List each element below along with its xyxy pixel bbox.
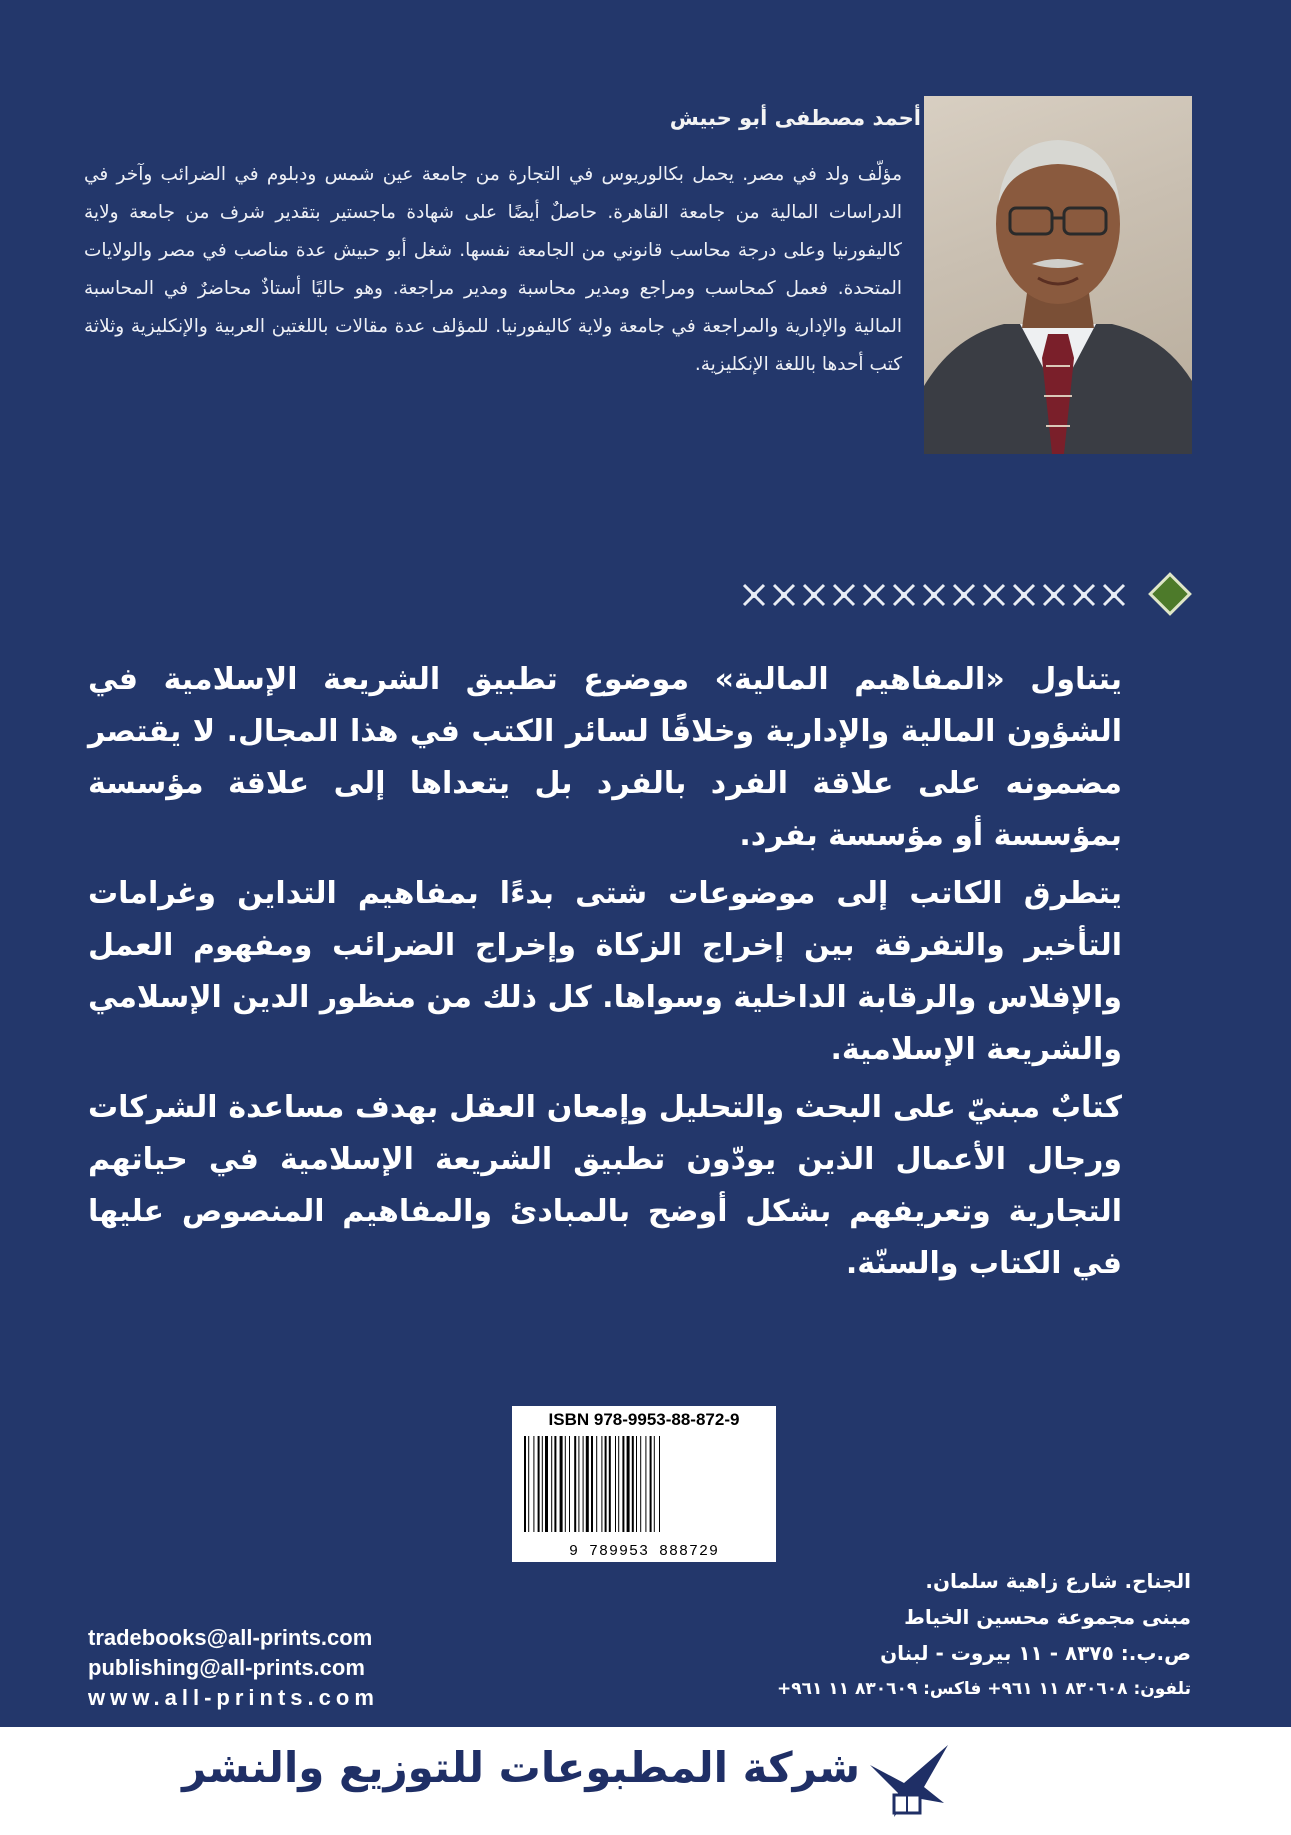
publisher-name: شركة المطبوعات للتوزيع والنشر	[182, 1743, 860, 1792]
author-photo	[924, 96, 1192, 454]
isbn-digits: 9 789953 888729	[568, 1543, 720, 1560]
publisher-logo-icon	[864, 1743, 954, 1819]
trade-email[interactable]: tradebooks@all-prints.com	[88, 1625, 373, 1650]
publishing-email[interactable]: publishing@all-prints.com	[88, 1655, 365, 1680]
description-paragraph: كتابٌ مبنيّ على البحث والتحليل وإمعان العقل بهدف مساعدة الشركات ورجال الأعمال الذين يودّون تطبيق الشريعة الإسلامية في حياتهم التجارية وتعريفهم بشكل أوضح بالمبادئ والمفاهيم المنصوص عليها في الكتاب والسنّة.	[88, 1090, 1122, 1281]
isbn-barcode-box	[512, 1406, 776, 1562]
publisher-footer	[0, 1727, 1291, 1835]
author-bio: مؤلّف ولد في مصر. يحمل بكالوريوس في التجارة من جامعة عين شمس ودبلوم في الضرائب وآخر في الدراسات المالية من جامعة القاهرة. حاصلٌ أيضًا على شهادة ماجستير بتقدير شرف من جامعة ولاية كاليفورنيا وعلى درجة محاسب قانوني من الجامعة نفسها. شغل أبو حبيش عدة مناصب في مصر والولايات المتحدة. فعمل كمحاسب ومراجع ومدير محاسبة ومدير مراجعة. وهو حاليًا أستاذٌ محاضرٌ في المحاسبة المالية والإدارية والمراجعة في جامعة ولاية كاليفورنيا. للمؤلف عدة مقالات باللغتين العربية والإنكليزية وثلاثة كتب أحدها باللغة الإنكليزية.	[84, 164, 902, 375]
address-line: ص.ب.: ٨٣٧٥ - ١١ بيروت - لبنان	[880, 1641, 1191, 1665]
author-name: أحمد مصطفى أبو حبيش	[669, 106, 921, 130]
publisher-address	[631, 1563, 1191, 1707]
diamond-icon	[1148, 572, 1192, 616]
address-line: تلفون: ٨٣٠٦٠٨ ١١ ٩٦١+ فاكس: ٨٣٠٦٠٩ ١١ ٩٦١+	[776, 1679, 1191, 1699]
address-line: مبنى مجموعة محسين الخياط	[904, 1605, 1191, 1629]
book-description	[88, 654, 1122, 1296]
publisher-contacts	[88, 1623, 379, 1713]
description-paragraph: يتناول «المفاهيم المالية» موضوع تطبيق الشريعة الإسلامية في الشؤون المالية والإدارية وخلافًا لسائر الكتب في هذا المجال. لا يقتصر مضمونه على علاقة الفرد بالفرد بل يتعداها إلى علاقة مؤسسة بمؤسسة أو مؤسسة بفرد.	[88, 662, 1122, 853]
description-paragraph: يتطرق الكاتب إلى موضوعات شتى بدءًا بمفاهيم التداين وغرامات التأخير والتفرقة بين إخراج الزكاة وإخراج الضرائب ومفهوم العمل والإفلاس والرقابة الداخلية وسواها. كل ذلك من منظور الدين الإسلامي والشريعة الإسلامية.	[88, 876, 1122, 1067]
barcode-image	[522, 1436, 766, 1536]
address-line: الجناح. شارع زاهية سلمان.	[925, 1569, 1191, 1593]
website-link[interactable]: www.all-prints.com	[88, 1685, 379, 1710]
decorative-ornament	[740, 575, 1202, 615]
isbn-label: ISBN 978-9953-88-872-9	[548, 1410, 740, 1429]
author-portrait-image	[924, 96, 1192, 454]
